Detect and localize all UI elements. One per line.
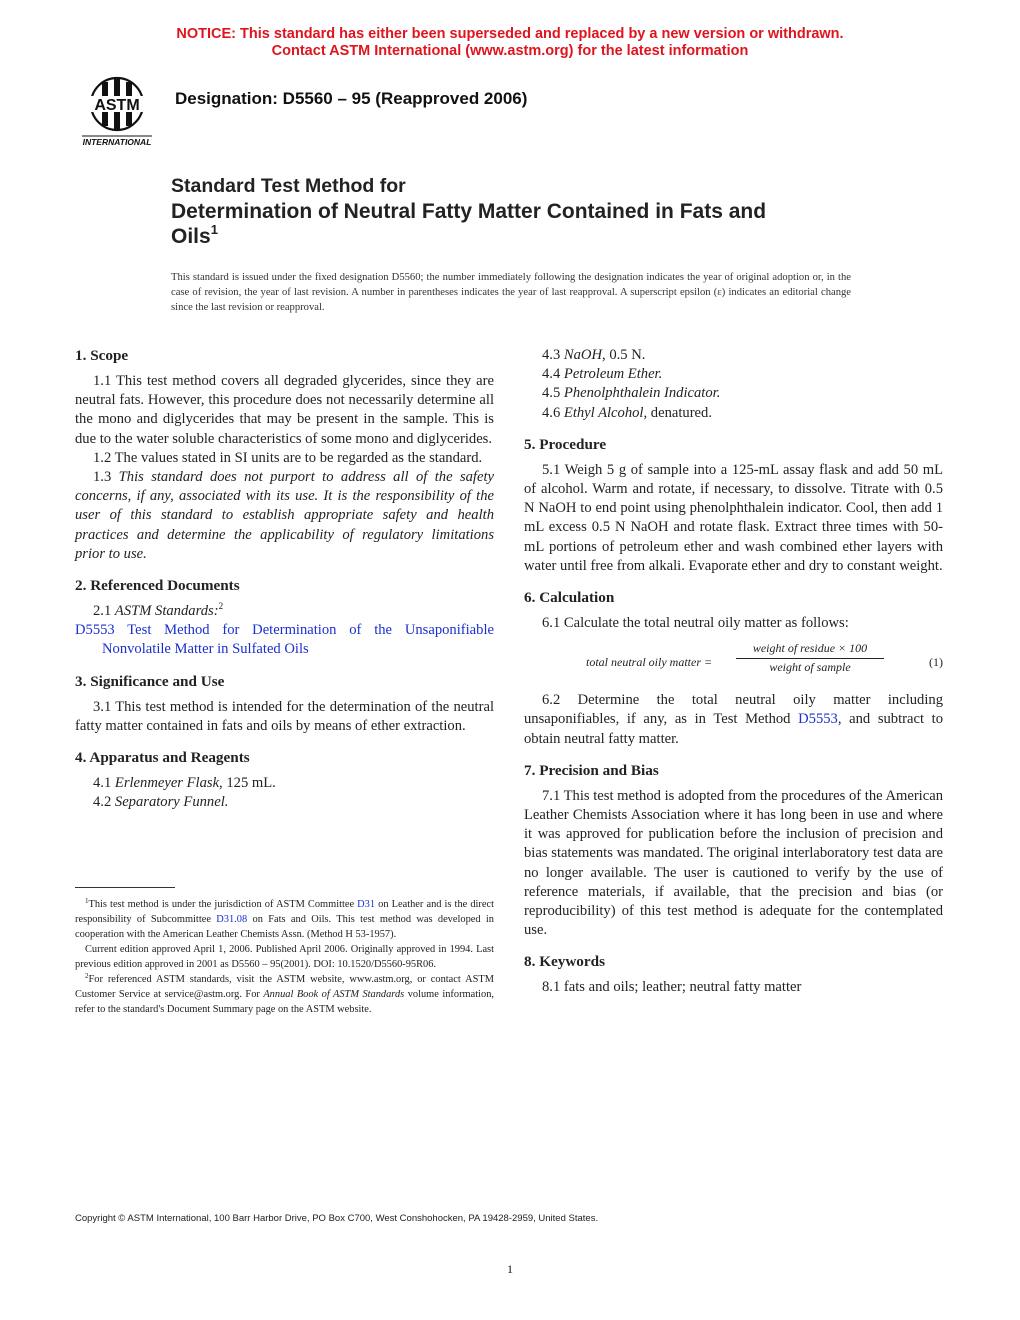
- list-item: 4.6 Ethyl Alcohol, denatured.: [542, 404, 712, 421]
- section-referenced-documents: [75, 576, 494, 660]
- paragraph: 5.1 Weigh 5 g of sample into a 125-mL assay flask and add 50 mL of alcohol. Warm and rotate, if necessary, to dissolve. Titrate with 0.5 N NaOH to end point using phenolphthalein indicator. Cool, then add 1 mL excess 0.5 N NaOH and rotate flask. Extract three times with 50-mL portions of petroleum ether and wash combined ether layers with water until free from alkali. Evaporate ether and dry to constant weight.: [524, 461, 943, 574]
- logo-text: ASTM: [94, 97, 140, 114]
- paragraph: [75, 468, 494, 564]
- designation: Designation: D5560 – 95 (Reapproved 2006): [175, 89, 528, 108]
- section-scope: [75, 346, 494, 564]
- list-item: 4.2 Separatory Funnel.: [93, 794, 229, 811]
- footnote-edition: Current edition approved April 1, 2006. Published April 2006. Originally approved in 1994. Last previous edition approved in 2001 as D5560 – 95(2001). DOI: 10.1520/D5560-95R06.: [75, 944, 494, 970]
- section-heading: 5. Procedure: [524, 435, 607, 453]
- section-apparatus: [75, 748, 494, 812]
- section-heading: 7. Precision and Bias: [524, 761, 659, 779]
- equation-numerator: weight of residue × 100: [736, 641, 884, 659]
- supersede-notice: [0, 26, 1020, 60]
- section-heading: 4. Apparatus and Reagents: [75, 749, 250, 767]
- reference-code-link[interactable]: D5553: [75, 622, 115, 639]
- document-title: [171, 174, 871, 249]
- paragraph: 1.1 This test method covers all degraded glycerides, since they are neutral fats. However, this procedure does not necessarily determine all the mono and diglycerides that may be present in the sample. This is due to the water soluble characteristics of some mono and diglycerides.: [75, 373, 494, 447]
- list-item: 4.1 Erlenmeyer Flask, 125 mL.: [93, 775, 276, 792]
- standards-label: ASTM Standards:: [114, 603, 219, 620]
- issued-note: This standard is issued under the fixed designation D5560; the number immediately following the designation indicates the year of original adoption or, in the case of revision, the year of last revision. A number in parentheses indicates the year of last reapproval. A superscript epsilon (ε) indicates an editorial change since the last revision or reapproval.: [171, 272, 851, 313]
- paragraph: [75, 602, 494, 621]
- section-significance: [75, 672, 494, 736]
- list-item: 4.3 NaOH, 0.5 N.: [542, 347, 646, 363]
- footnote-divider: [75, 887, 175, 888]
- paragraph-number: 1.3: [93, 469, 112, 486]
- title-footnote-mark: 1: [210, 222, 218, 237]
- paragraph: 8.1 fats and oils; leather; neutral fatty matter: [542, 979, 802, 996]
- safety-statement: This standard does not purport to address all of the safety concerns, if any, associated with its use. It is the responsibility of the user of this standard to establish appropriate safety and health practices and determine the applicability of regulatory limitations prior to use.: [75, 469, 494, 562]
- equation-number: (1): [929, 655, 943, 670]
- paragraph: 6.2 Determine the total neutral oily matter including unsaponifiables, if any, as in Test Method D5553, and subtract to obtain neutral fatty matter.: [524, 692, 944, 747]
- equation-lhs: total neutral oily matter =: [586, 655, 713, 670]
- section-heading: 8. Keywords: [524, 953, 605, 971]
- section-calculation: [524, 588, 943, 749]
- section-heading: 6. Calculation: [524, 589, 615, 607]
- paragraph: 1.2 The values stated in SI units are to be regarded as the standard.: [93, 449, 483, 466]
- reference-link[interactable]: D5553: [798, 711, 838, 728]
- paragraph: 7.1 This test method is adopted from the procedures of the American Leather Chemists Association where it has long been in use and where it was approved for publication before the inclusion of precision and bias statements was mandated. The original interlaboratory test data are no longer available. The user is cautioned to verify by the use of reference materials, if available, that the precision and bias (or reproducibility) of this test method is adequate for the contemplated use.: [524, 787, 943, 939]
- title-line-2: Determination of Neutral Fatty Matter Contained in Fats and: [171, 200, 767, 223]
- paragraph: 3.1 This test method is intended for the determination of the neutral fatty matter contained in fats and oils by means of ether extraction.: [75, 698, 494, 734]
- right-column: [524, 346, 943, 1010]
- section-keywords: [524, 952, 943, 997]
- list-item: 4.5 Phenolphthalein Indicator.: [542, 385, 721, 402]
- notice-line-1: NOTICE: This standard has either been superseded and replaced by a new version or withdrawn.: [176, 26, 844, 42]
- page-number: 1: [507, 1262, 513, 1276]
- title-line-1: Standard Test Method for: [171, 175, 406, 197]
- apparatus-continued: [524, 346, 943, 423]
- notice-line-2: Contact ASTM International (www.astm.org) for the latest information: [271, 43, 749, 59]
- astm-logo-icon: [72, 70, 162, 150]
- left-column: [75, 346, 494, 824]
- section-heading: 2. Referenced Documents: [75, 577, 240, 595]
- logo-subtext: INTERNATIONAL: [82, 137, 152, 147]
- reference-entry[interactable]: [75, 621, 494, 659]
- equation-fraction: [736, 641, 884, 675]
- section-heading: 1. Scope: [75, 347, 129, 364]
- section-heading: 3. Significance and Use: [75, 672, 225, 690]
- reference-title-link[interactable]: Test Method for Determination of the Unsaponifiable Nonvolatile Matter in Sulfated Oils: [102, 622, 494, 658]
- subcommittee-link[interactable]: D31.08: [216, 914, 248, 925]
- title-line-3: Oils: [171, 225, 211, 248]
- paragraph-number: 2.1: [93, 603, 112, 620]
- footnotes: [75, 897, 494, 1017]
- equation: [524, 641, 943, 679]
- paragraph: 6.1 Calculate the total neutral oily matter as follows:: [542, 615, 849, 632]
- footnote-2: $^2$For referenced ASTM standards, visit the ASTM website, www.astm.org, or contact ASTM Customer Service at service@astm.org. For Annual Book of ASTM Standards volume information, refer to the standard's Document Summary page on the ASTM website.: [75, 972, 494, 1015]
- section-procedure: [524, 435, 943, 576]
- copyright: Copyright © ASTM International, 100 Barr Harbor Drive, PO Box C700, West Conshohocken, PA 19428-2959, United States.: [75, 1213, 599, 1224]
- footnote-mark: 2: [218, 601, 224, 612]
- equation-denominator: weight of sample: [769, 660, 851, 675]
- footnote-1: $^1$This test method is under the jurisdiction of ASTM Committee D31 on Leather and is the direct responsibility of Subcommittee D31.08 on Fats and Oils. This test method was developed in cooperation with the American Leather Chemists Assn. (Method H 53-1957).: [75, 897, 494, 940]
- section-precision: [524, 761, 943, 941]
- list-item: 4.4 Petroleum Ether.: [542, 366, 663, 383]
- committee-link[interactable]: D31: [357, 899, 376, 910]
